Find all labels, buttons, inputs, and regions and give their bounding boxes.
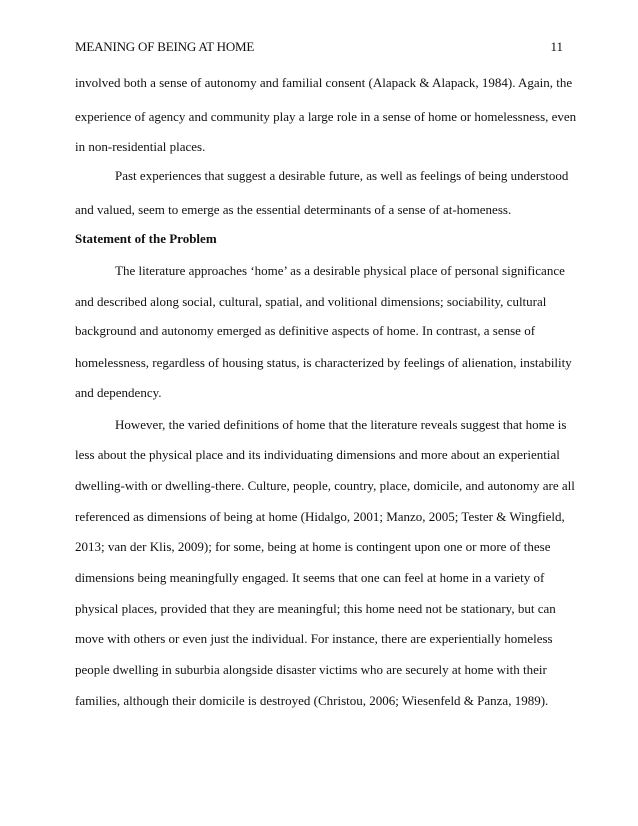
body-line: and described along social, cultural, spatial, and volitional dimensions; sociability, cultural (75, 294, 547, 309)
body-line: people dwelling in suburbia alongside disaster victims who are securely at home with their (75, 662, 547, 677)
body-line: Past experiences that suggest a desirable future, as well as feelings of being understood (115, 168, 569, 183)
body-line: involved both a sense of autonomy and familial consent (Alapack & Alapack, 1984). Again, the (75, 75, 573, 90)
section-heading: Statement of the Problem (75, 231, 217, 246)
body-line: dimensions being meaningfully engaged. It seems that one can feel at home in a variety of (75, 570, 545, 585)
body-line: 2013; van der Klis, 2009); for some, being at home is contingent upon one or more of these (75, 539, 551, 554)
body-line: However, the varied definitions of home that the literature reveals suggest that home is (115, 417, 567, 432)
body-line: move with others or even just the individual. For instance, there are experientially homeless (75, 631, 553, 646)
body-line: experience of agency and community play a large role in a sense of home or homelessness, even (75, 109, 577, 124)
body-line: dwelling-with or dwelling-there. Culture, people, country, place, domicile, and autonomy are all (75, 478, 575, 493)
body-line: physical places, provided that they are meaningful; this home need not be stationary, but can (75, 601, 556, 616)
page-number: 11 (550, 39, 563, 54)
body-line: The literature approaches ‘home’ as a desirable physical place of personal significance (115, 263, 565, 278)
body-line: families, although their domicile is destroyed (Christou, 2006; Wiesenfeld & Panza, 1989). (75, 693, 549, 708)
running-head: MEANING OF BEING AT HOME (75, 39, 255, 54)
body-line: background and autonomy emerged as definitive aspects of home. In contrast, a sense of (75, 323, 536, 338)
body-line: in non-residential places. (75, 139, 206, 154)
body-line: less about the physical place and its individuating dimensions and more about an experiential (75, 447, 560, 462)
body-line: referenced as dimensions of being at home (Hidalgo, 2001; Manzo, 2005; Tester & Wingfield, (75, 509, 565, 524)
body-line: homelessness, regardless of housing status, is characterized by feelings of alienation, instability (75, 355, 572, 370)
page-header (75, 38, 563, 56)
body-line: and dependency. (75, 385, 162, 400)
body-line: and valued, seem to emerge as the essential determinants of a sense of at-homeness. (75, 202, 512, 217)
